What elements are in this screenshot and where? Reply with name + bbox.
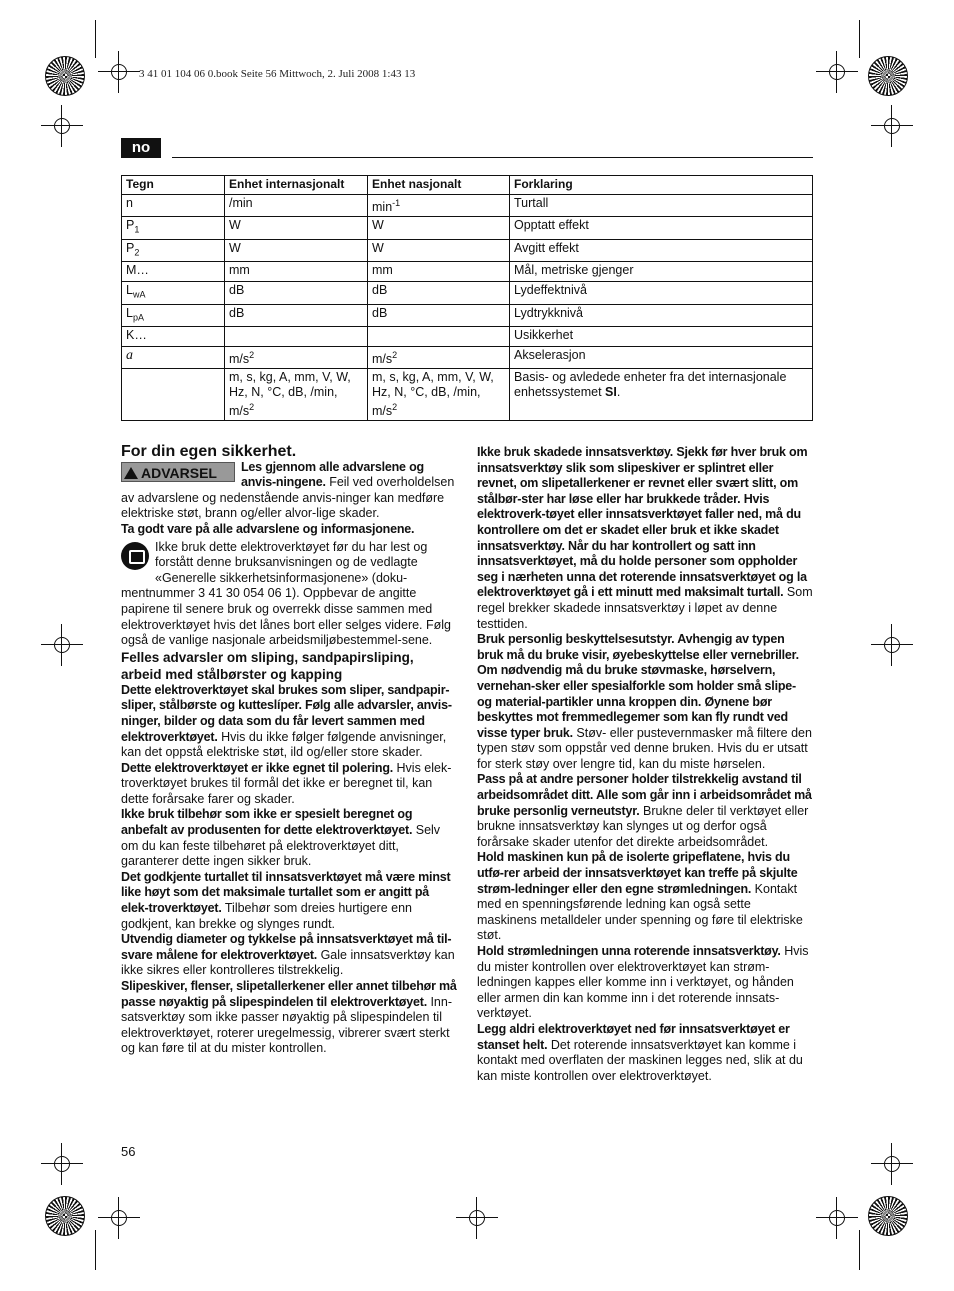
crosshair-mark (881, 634, 903, 656)
table-cell: n (122, 195, 225, 217)
crosshair-mark (826, 1207, 848, 1229)
table-cell (122, 239, 225, 262)
table-cell (225, 369, 368, 421)
table-cell-text: L (126, 283, 133, 298)
superscript: 2 (392, 350, 398, 361)
table-cell: K… (122, 327, 225, 347)
warning-triangle-icon (124, 467, 138, 479)
table-cell: W (368, 217, 510, 240)
period: . (616, 385, 621, 400)
bold-text: Ikke bruk tilbehør som ikke er spesielt beregnet og anbefalt av produsenten for dette elektroverktøyet. (121, 807, 413, 838)
bold-text: Det godkjente turtallet til innsatsverktøyet må være minst like høyt som det maksimale turtallet som er angitt på elek-troverktøyet. (121, 869, 451, 916)
table-cell: dB (225, 282, 368, 305)
table-cell: Lydtrykknivå (510, 304, 813, 327)
subscript: 1 (134, 224, 140, 235)
table-row (122, 195, 813, 217)
table-row (122, 217, 813, 240)
table-row (122, 262, 813, 282)
bold-text: Dette elektroverktøyet skal brukes som sliper, sandpapir-sliper, stålbørste og kutteslíper. Følg alle advarsler, anvis-ninger, bilder og data som du får levert sammen med elektroverktøyet. (121, 682, 452, 744)
crosshair-mark (881, 1153, 903, 1175)
table-cell-text: Basis- og avledede enheter fra det internasjonale enhetssystemet (514, 370, 787, 400)
body-text: Selv om du kan feste tilbehøret på elektroverktøyet ditt, garanterer dette ingen sikker bruk. (121, 823, 441, 869)
table-cell-text: min (372, 200, 393, 215)
table-cell (225, 327, 368, 347)
table-row (122, 327, 813, 347)
table-cell (368, 195, 510, 217)
table-header-cell: Tegn (122, 176, 225, 195)
bold-text: Legg aldri elektroverktøyet ned før innsatsverktøyet er stanset helt. (477, 1021, 790, 1052)
crosshair-mark (881, 115, 903, 137)
table-cell: W (225, 217, 368, 240)
registration-star-mark (45, 56, 85, 96)
paragraph (477, 944, 813, 1022)
crosshair-mark (51, 634, 73, 656)
bold-text: Pass på at andre personer holder tilstrekkelig avstand til arbeidsområdet ditt. Alle som går inn i arbeidsområdet må bruke personlig verneutstyr. (477, 772, 812, 818)
bold-text: Bruk personlig beskyttelsesutstyr. Avhengig av typen bruk må du bruke visir, øyebeskyttelse eller vernebriller. Om nødvendig må du bruke støvmaske, hørselvern, vernehan-sker eller spesialforkle som holder små slipe- og material-partikler unna kroppen din. Øynene bør beskyttes mot fremmedlegemer som kan fly rundt ved visse typer bruk. (477, 632, 799, 740)
print-header: 3 41 01 104 06 0.book Seite 56 Mittwoch, 2. Juli 2008 1:43 13 (139, 68, 416, 80)
bold-text: Hold strømledningen unna roterende innsatsverktøy. (477, 944, 781, 958)
table-cell: dB (368, 282, 510, 305)
body-text: Brukne deler til verktøyet eller brukne innsatsverktøy kan slynges ut og derfor også forårsake skader utenfor det direkte arbeidsområdet. (477, 803, 809, 849)
body-text: Hvis du mister kontrollen over elektroverktøyet kan strøm-ledningen kappes eller komme inn i verktøyet, og hånden eller armen din kan komme inn i det roterende innsats-verktøyet. (477, 944, 809, 1021)
registration-star-mark (868, 1196, 908, 1236)
warning-paragraph (121, 460, 457, 522)
table-header-cell: Enhet nasjonalt (368, 176, 510, 195)
table-header-cell: Forklaring (510, 176, 813, 195)
table-cell: Akselerasjon (510, 347, 813, 369)
table-cell (122, 369, 225, 421)
trim-line (859, 20, 860, 58)
table-cell (510, 369, 813, 421)
table-cell: dB (368, 304, 510, 327)
subscript: wA (132, 289, 146, 300)
bold-text: Les gjennom alle advarslene og anvis-ningene. (241, 459, 424, 490)
body-text: Gale innsatsverktøy kan ikke sikres eller kontrolleres tilstrekkelig. (121, 947, 455, 978)
language-tag: no (121, 138, 161, 158)
subsection-title: Felles advarsler om sliping, sandpapirsliping, arbeid med stålbørster og kapping (121, 649, 414, 682)
crosshair-mark (51, 1153, 73, 1175)
body-text: Hvis elek-troverktøyet brukes til formål det ikke er beregnet til, kan dette forårsake farer og skader. (121, 760, 452, 806)
table-cell: /min (225, 195, 368, 217)
symbol-table (121, 175, 813, 421)
table-cell: M… (122, 262, 225, 282)
bold-text: Dette elektroverktøyet er ikke egnet til polering. (121, 760, 394, 775)
table-header-cell: Enhet internasjonalt (225, 176, 368, 195)
table-cell (122, 282, 225, 305)
table-row (122, 304, 813, 327)
table-cell: a (122, 347, 225, 369)
crosshair-mark (466, 1207, 488, 1229)
superscript: -1 (392, 198, 401, 208)
paragraph (477, 1022, 813, 1084)
table-cell: Mål, metriske gjenger (510, 262, 813, 282)
registration-star-mark (45, 1196, 85, 1236)
trim-line (95, 20, 96, 58)
table-cell: Lydeffektnivå (510, 282, 813, 305)
table-cell-text: L (126, 305, 133, 320)
body-text: Støv- eller pustevernmasker må filtere den typen støv som oppstår ved denne bruken. Hvis du er utsatt for sterk støy over lengre tid, kan du miste hørselen. (477, 725, 812, 771)
header-rule (172, 157, 813, 158)
table-cell-text: m/s (229, 352, 250, 367)
read-manual-icon (121, 542, 149, 570)
table-cell (368, 327, 510, 347)
trim-line (95, 1230, 96, 1270)
body-text: Som regel brekker skadede innsatsverktøy i løpet av denne testtiden. (477, 585, 813, 631)
paragraph (121, 761, 457, 808)
table-cell-text: m, s, kg, A, mm, V, W, Hz, N, °C, dB, /min, m/s (229, 370, 351, 419)
registration-star-mark (868, 56, 908, 96)
table-cell: dB (225, 304, 368, 327)
superscript: 2 (249, 350, 255, 361)
paragraph (121, 979, 457, 1057)
table-cell-text: m/s (372, 352, 393, 367)
crosshair-mark (108, 61, 130, 83)
table-cell: mm (225, 262, 368, 282)
table-row (122, 369, 813, 421)
subscript: pA (132, 312, 144, 323)
bold-text: Hold maskinen kun på de isolerte gripeflatene, hvis du utfø-rer arbeid der innsatsverktøyet kan treffe på skjulte strøm-ledninger eller den egne strømledningen. (477, 850, 798, 896)
table-cell (368, 347, 510, 369)
body-text: Hvis du ikke følger følgende anvisninger, kan det oppstå elektriske støt, ild og/eller store skader. (121, 729, 447, 760)
table-cell: mm (368, 262, 510, 282)
manual-paragraph (121, 540, 457, 649)
paragraph (121, 932, 457, 979)
table-row (122, 347, 813, 369)
paragraph (477, 445, 813, 632)
table-row (122, 239, 813, 262)
table-cell: Turtall (510, 195, 813, 217)
table-cell-text: m, s, kg, A, mm, V, W, Hz, N, °C, dB, /min, m/s (372, 370, 494, 419)
bold-text: Slipeskiver, flenser, slipetallerkener eller annet tilbehør må passe nøyaktig på slipespindelen til elektroverktøyet. (121, 979, 457, 1009)
right-column (477, 445, 813, 1084)
paragraph (121, 870, 457, 932)
paragraph (477, 850, 813, 944)
trim-line (859, 1230, 860, 1270)
table-cell (225, 347, 368, 369)
bold-text: Utvendig diameter og tykkelse på innsatsverktøyet må til-svare målene for elektroverktøyet. (121, 932, 452, 962)
paragraph (121, 683, 457, 761)
body-text: Ikke bruk dette elektroverktøyet før du har lest og forstått denne bruksanvisningen og de vedlagte «Generelle sikkerhetsinformasjonene» (doku-mentnummer 3 41 30 054 06 1). Oppbevar de angitte papirene til senere bruk og overrekk disse sammen med elektroverktøyet hvis det lånes bort eller selges videre. Følg også de vanlige nasjonale arbeidsmiljøbestemmel-sene. (121, 539, 451, 648)
body-text: Tilbehør som dreies hurtigere enn godkjent, kan brekke og slynges rundt. (121, 901, 412, 931)
table-header-row (122, 176, 813, 195)
table-cell: W (368, 239, 510, 262)
left-column (121, 444, 457, 1057)
crosshair-mark (826, 61, 848, 83)
bold-text: Ikke bruk skadede innsatsverktøy. Sjekk før hver bruk om innsatsverktøy slik som slipeskiver er splintret eller revnet, om slipetallerkener er revnet eller svært slitt, om stålbør-ster har løse eller har brukkede tråder. Hvis elektroverk-tøyet eller innsatsverktøyet faller ned, må du kontrollere om det er skadet eller bruk et ikke skadet innsatsverktøy. Når du har kontrollert og satt inn innsatsverktøyet, må du holde personer som oppholder seg i nærheten unna det roterende innsatsverktøyet og la elektroverktøyet gå i ett minutt med maksimalt turtall. (477, 445, 808, 600)
table-cell (122, 217, 225, 240)
warning-label (121, 462, 235, 482)
body-text: Inn-satsverktøy som ikke passer nøyaktig på slipespindelen til elektroverktøyet, roterer uregelmessig, vibrerer svært sterkt og kan føre til at du mister kontrollen. (121, 994, 452, 1056)
table-cell-text: P (126, 240, 135, 255)
paragraph (121, 807, 457, 869)
body-text: Det roterende innsatsverktøyet kan komme i kontakt med overflaten der maskinen legges ned, slik at du kan miste kontrollen over elektroverktøyet. (477, 1037, 803, 1083)
crosshair-mark (51, 115, 73, 137)
crosshair-mark (108, 1207, 130, 1229)
table-cell-text: P (126, 218, 135, 233)
page-number: 56 (121, 1144, 136, 1159)
table-cell (122, 304, 225, 327)
table-cell (368, 369, 510, 421)
body-text: Feil ved overholdelsen av advarslene og nedenstående anvis-ninger kan medføre elektriske støt, brann og/eller alvor-lige skader. (121, 475, 455, 521)
table-cell: Usikkerhet (510, 327, 813, 347)
si-label: SI (605, 385, 617, 400)
section-title: For din egen sikkerhet. (121, 443, 297, 460)
table-cell: Avgitt effekt (510, 239, 813, 262)
paragraph (477, 772, 813, 850)
paragraph (477, 632, 813, 772)
superscript: 2 (392, 402, 398, 413)
warning-label-text: ADVARSEL (141, 464, 217, 481)
bold-paragraph: Ta godt vare på alle advarslene og informasjonene. (121, 521, 415, 536)
superscript: 2 (249, 402, 255, 413)
table-row (122, 282, 813, 305)
body-text: Kontakt med en spenningsførende ledning kan også sette maskinens metalldeler under spenning og føre til elektriske støt. (477, 881, 803, 943)
subscript: 2 (134, 247, 140, 258)
table-cell: Opptatt effekt (510, 217, 813, 240)
table-cell: W (225, 239, 368, 262)
